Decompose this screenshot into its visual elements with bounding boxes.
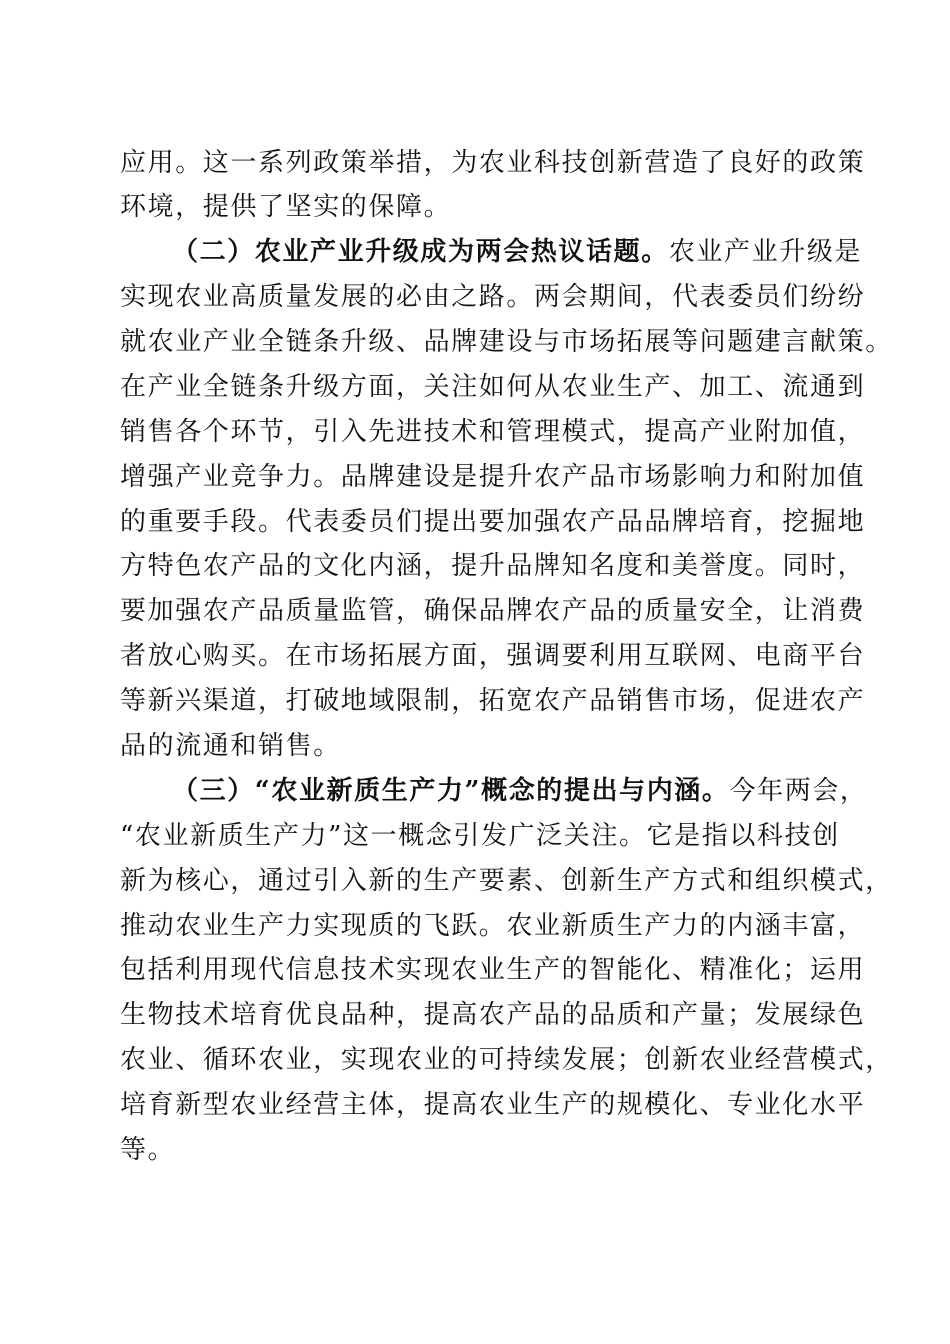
text-line bbox=[120, 866, 893, 896]
section-heading-line bbox=[172, 237, 892, 267]
text-line bbox=[120, 911, 866, 941]
text-line bbox=[120, 148, 866, 178]
text-line bbox=[120, 282, 866, 312]
line-text: 方特色农产品的文化内涵，提升品牌知名度和美誉度。同时， bbox=[120, 551, 866, 581]
text-line bbox=[120, 821, 840, 851]
line-text: “农业新质生产力”这一概念引发广泛关注。它是指以科技创 bbox=[120, 821, 840, 851]
line-text: 包括利用现代信息技术实现农业生产的智能化、精准化；运用 bbox=[120, 955, 866, 985]
line-text: 实现农业高质量发展的必由之路。两会期间，代表委员们纷纷 bbox=[120, 282, 866, 312]
line-text: 品的流通和销售。 bbox=[120, 731, 341, 761]
line-text: 推动农业生产力实现质的飞跃。农业新质生产力的内涵丰富， bbox=[120, 911, 866, 941]
line-text: 应用。这一系列政策举措，为农业科技创新营造了良好的政策 bbox=[120, 148, 866, 178]
line-text: 就农业产业全链条升级、品牌建设与市场拓展等问题建言献策。 bbox=[120, 327, 893, 357]
line-text: 生物技术培育优良品种，提高农产品的品质和产量；发展绿色 bbox=[120, 1000, 866, 1030]
line-text: 农业产业升级是 bbox=[668, 237, 863, 267]
text-line bbox=[120, 1135, 840, 1165]
text-line bbox=[120, 372, 866, 402]
line-text: 培育新型农业经营主体，提高农业生产的规模化、专业化水平 bbox=[120, 1090, 866, 1120]
line-text: 农业、循环农业，实现农业的可持续发展；创新农业经营模式， bbox=[120, 1045, 893, 1075]
text-line bbox=[120, 596, 866, 626]
section-heading: （二）农业产业升级成为两会热议话题。 bbox=[172, 237, 669, 267]
line-text: 等新兴渠道，打破地域限制，拓宽农产品销售市场，促进农产 bbox=[120, 686, 866, 716]
line-text: 等。 bbox=[120, 1135, 176, 1165]
text-line bbox=[120, 462, 866, 492]
text-line bbox=[120, 641, 866, 671]
line-text: 要加强农产品质量监管，确保品牌农产品的质量安全，让消费 bbox=[120, 596, 866, 626]
line-text: 增强产业竞争力。品牌建设是提升农产品市场影响力和附加值 bbox=[120, 462, 866, 492]
text-line bbox=[120, 686, 866, 716]
text-line bbox=[120, 551, 866, 581]
section-heading: （三）“农业新质生产力”概念的提出与内涵。 bbox=[172, 776, 730, 806]
text-line bbox=[120, 1090, 866, 1120]
line-text: 新为核心，通过引入新的生产要素、创新生产方式和组织模式， bbox=[120, 866, 893, 896]
line-text: 在产业全链条升级方面，关注如何从农业生产、加工、流通到 bbox=[120, 372, 866, 402]
line-text: 今年两会， bbox=[729, 776, 868, 806]
text-line bbox=[120, 327, 893, 357]
line-text: 环境，提供了坚实的保障。 bbox=[120, 192, 452, 222]
line-text: 销售各个环节，引入先进技术和管理模式，提高产业附加值， bbox=[120, 417, 866, 447]
text-line bbox=[120, 417, 866, 447]
section-heading-line bbox=[172, 776, 892, 806]
text-line bbox=[120, 955, 866, 985]
text-line bbox=[120, 731, 840, 761]
line-text: 的重要手段。代表委员们提出要加强农产品品牌培育，挖掘地 bbox=[120, 507, 866, 537]
line-text: 者放心购买。在市场拓展方面，强调要利用互联网、电商平台 bbox=[120, 641, 866, 671]
text-line bbox=[120, 192, 840, 222]
text-line bbox=[120, 1045, 893, 1075]
text-line bbox=[120, 1000, 866, 1030]
text-line bbox=[120, 507, 866, 537]
